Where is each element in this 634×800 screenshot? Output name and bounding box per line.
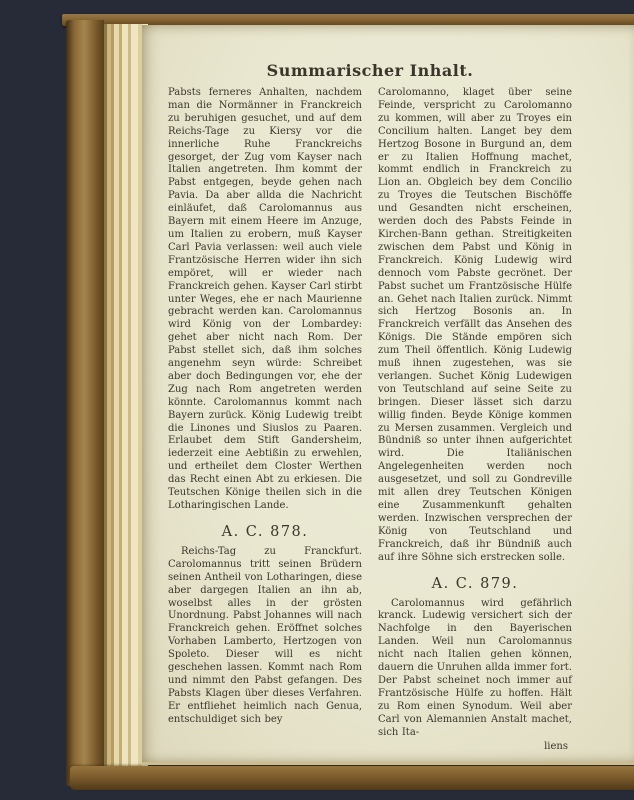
section-heading-ac-879: A. C. 879. — [431, 575, 519, 592]
text-columns — [168, 87, 572, 752]
right-paragraph-continuation: Carolomanno, klaget über seine Feinde, verspricht zu Carolomanno zu kommen, will aber zu Troyes ein Concilium halten. Langet bey dem Hertzog Bosone in Burgund an, dem er zu Italien Hoffnung machet, kommt endlich in Franckreich zu Lion an. Obgleich bey dem Concilio zu Troyes die Teutschen Bischöffe und Gesandten nicht erscheinen, werden doch des Pabsts Feinde in Kirchen-Bann gethan. Streitigkeiten zwischen dem Pabst und König in Franckreich. König Ludewig wird dennoch vom Pabste gecrönet. Der Pabst suchet um Frantzösische Hülfe an. Gehet nach Italien zurück. Nimmt sich Hertzog Bosonis an. In Franckreich verfällt das Ansehen des Königs. Die Stände empören sich zum Theil öffentlich. König Ludewig muß ihnen zugestehen, was sie verlangen. Suchet König Ludewigen von Teutschland auf seine Seite zu bringen. Dieser lässet sich darzu willig finden. Beyde Könige kommen zu Mersen zusammen. Vergleich und Bündniß so unter ihnen aufgerichtet wird. Die Italiänischen Angelegenheiten werden noch ausgesetzet, und soll zu Gondreville mit allen drey Teutschen Königen eine Zusammenkunft gehalten werden. Inzwischen versprechen der König von Teutschland und Franckreich, daß ihr Bündniß auch auf ihre Söhne sich erstrecken solle. — [378, 87, 572, 563]
left-paragraph-ac-878: Reichs-Tag zu Franckfurt. Carolomannus tritt seinen Brüdern seinen Antheil von Lotharingen, diese aber dargegen Italien an ihn ab, woselbst alles in der grösten Unordnung. Pabst Johannes will nach Franckreich gehen. Eröffnet solches Vorhaben Lamberto, Hertzogen von Spoleto. Dieser will es nicht geschehen lassen. Kommt nach Rom und nimmt den Pabst gefangen. Des Pabsts Klagen über dieses Verfahren. Er entfliehet heimlich nach Genua, entschuldiget sich bey — [168, 545, 362, 725]
right-paragraph-ac-879: Carolomannus wird gefährlich kranck. Ludewig versichert sich der Nachfolge in den Bayerischen Landen. Weil nun Carolomannus nicht nach Italien gehen können, dauern die Unruhen allda immer fort. Der Pabst scheinet noch immer auf Frantzösische Hülfe zu hoffen. Hält zu Rom einen Synodum. Weil aber Carl von Alemannien Anstalt machet, sich Ita- — [378, 597, 572, 738]
right-column — [378, 87, 572, 752]
running-header: Summarischer Inhalt. — [266, 61, 474, 80]
book-cover-bottom-edge — [70, 766, 634, 790]
book-cover-spine-edge — [66, 20, 104, 786]
book-page — [142, 25, 634, 765]
section-heading-ac-878: A. C. 878. — [221, 523, 309, 540]
left-paragraph-continuation: Pabsts ferneres Anhalten, nachdem man die Normänner in Franckreich zu beruhigen gesuchet, und auf dem Reichs-Tage zu Kiersy vor die innerliche Ruhe Franckreichs gesorget, der Zug vom Kayser nach Italien angetreten. Ihm kommt der Pabst entgegen, beyde gehen nach Pavia. Da aber allda die Nachricht einläufet, daß Carolomannus aus Bayern mit einem Heere im Anzuge, um Italien zu erobern, muß Kayser Carl Pavia verlassen: weil auch viele Frantzösische Herren wider ihn sich empöret, will er wieder nach Franckreich gehen. Kayser Carl stirbt unter Weges, ehe er nach Maurienne gebracht werden kan. Carolomannus wird König von der Lombardey: gehet aber nicht nach Rom. Der Pabst stellet sich, daß ihm solches angenehm seyn würde: Schreibet aber doch Bedingungen vor, ehe der Zug nach Rom angetreten werden könnte. Carolomannus kommt nach Bayern zurück. König Ludewig treibt die Linones und Siuslos zu Paaren. Erlaubet dem Stift Gandersheim, iederzeit eine Aebtißin zu erwehlen, und ertheilet dem Closter Werthen das Recht einen Abt zu erkiesen. Die Teutschen Könige theilen sich in die Lotharingischen Lande. — [168, 87, 362, 511]
left-column — [168, 87, 362, 752]
catchword: liens — [544, 740, 568, 752]
